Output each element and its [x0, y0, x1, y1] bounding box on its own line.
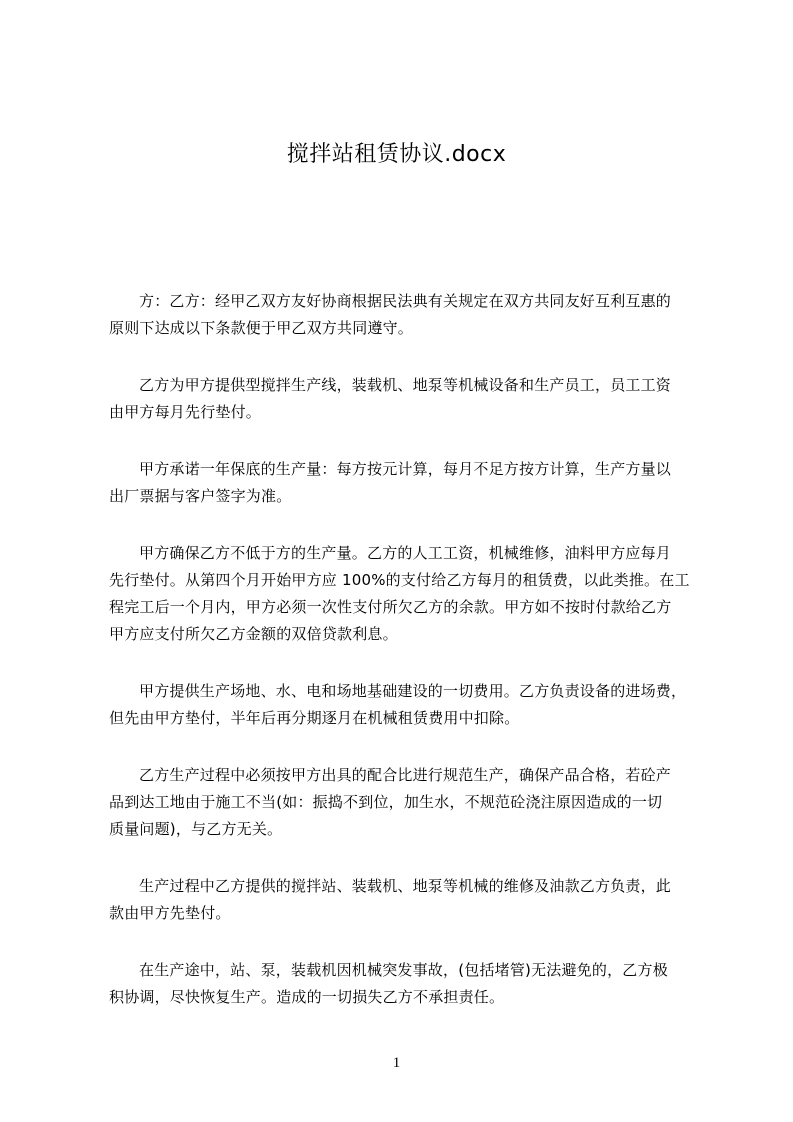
paragraph-line: 出厂票据与客户签字为准。	[109, 487, 292, 505]
paragraph-line: 甲方提供生产场地、水、电和场地基础建设的一切费用。乙方负责设备的进场费，	[139, 682, 687, 700]
paragraph-line: 在生产途中，站、泵，装载机因机械突发事故，(包括堵管)无法避免的，乙方极	[139, 961, 668, 979]
paragraph-line: 品到达工地由于施工不当(如：振捣不到位，加生水，不规范砼浇注原因造成的一切	[109, 793, 663, 811]
paragraph-line: 款由甲方先垫付。	[109, 904, 231, 922]
paragraph-6	[109, 762, 709, 843]
paragraph-4	[109, 540, 709, 648]
paragraph-line: 先行垫付。从第四个月开始甲方应 100%的支付给乙方每月的租赁费，以此类推。在工	[109, 571, 690, 589]
paragraph-3	[109, 456, 709, 510]
paragraph-1	[109, 288, 709, 342]
paragraph-line: 但先由甲方垫付，半年后再分期逐月在机械租赁费用中扣除。	[109, 709, 520, 727]
paragraph-line: 方：乙方：经甲乙双方友好协商根据民法典有关规定在双方共同友好互利互惠的	[139, 292, 672, 310]
paragraph-line: 程完工后一个月内，甲方必须一次性支付所欠乙方的余款。甲方如不按时付款给乙方	[109, 598, 672, 616]
paragraph-7	[109, 873, 709, 927]
paragraph-5	[109, 678, 709, 732]
paragraph-8	[109, 957, 709, 1011]
paragraph-line: 生产过程中乙方提供的搅拌站、装载机、地泵等机械的维修及油款乙方负责，此	[139, 877, 672, 895]
paragraph-line: 甲方确保乙方不低于方的生产量。乙方的人工工资，机械维修，油料甲方应每月	[139, 544, 672, 562]
paragraph-2	[109, 372, 709, 426]
paragraph-line: 乙方生产过程中必须按甲方出具的配合比进行规范生产，确保产品合格，若砼产	[139, 766, 672, 784]
page-number: 1	[392, 1055, 401, 1071]
paragraph-line: 甲方应支付所欠乙方金额的双倍贷款利息。	[109, 625, 398, 643]
document-title: 搅拌站租赁协议.docx	[286, 142, 507, 167]
paragraph-line: 乙方为甲方提供型搅拌生产线，装载机、地泵等机械设备和生产员工，员工工资	[139, 376, 672, 394]
paragraph-line: 积协调，尽快恢复生产。造成的一切损失乙方不承担责任。	[109, 988, 505, 1006]
paragraph-line: 甲方承诺一年保底的生产量：每方按元计算，每月不足方按方计算，生产方量以	[139, 460, 672, 478]
paragraph-line: 质量问题)，与乙方无关。	[109, 820, 283, 838]
paragraph-line: 由甲方每月先行垫付。	[109, 403, 262, 421]
paragraph-line: 原则下达成以下条款便于甲乙双方共同遵守。	[109, 319, 414, 337]
document-body	[109, 288, 709, 1041]
